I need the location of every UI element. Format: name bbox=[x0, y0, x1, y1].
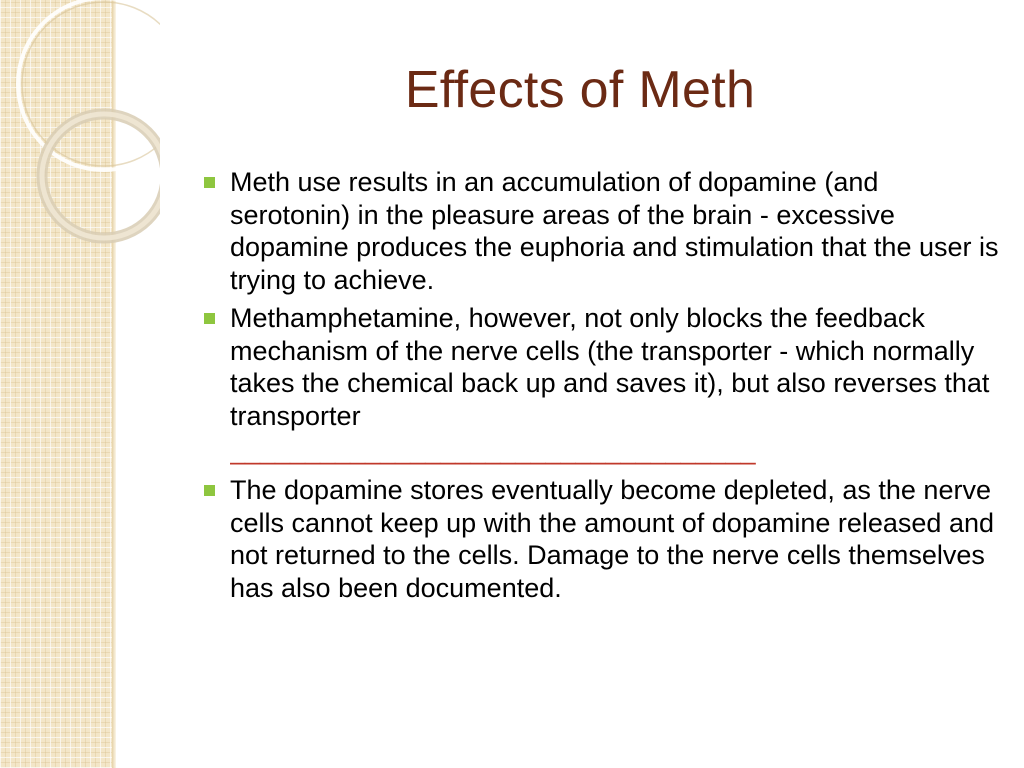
square-bullet-icon bbox=[204, 313, 215, 324]
large-ring bbox=[18, 0, 160, 170]
large-ring-shadow bbox=[22, 2, 160, 166]
bullet-text: The dopamine stores eventually become depleted, as the nerve cells cannot keep up with the amount of dopamine released and not returned to the cells. Damage to the nerve cells themselves has also been documented. bbox=[230, 475, 995, 603]
bullet-item bbox=[204, 166, 1004, 296]
slide-title: Effects of Meth bbox=[404, 61, 756, 119]
underline-rule: ___________________________________ bbox=[230, 435, 756, 465]
bullet-text: Meth use results in an accumulation of dopamine (and serotonin) in the pleasure areas of the brain - excessive dopamine produces the euphoria and stimulation that the user is trying to achieve. bbox=[230, 167, 999, 295]
bullet-text: Methamphetamine, however, not only blocks the feedback mechanism of the nerve cells (the transporter - which normally takes the chemical back up and saves it), but also reverses that transporter bbox=[230, 303, 990, 431]
square-bullet-icon bbox=[204, 177, 215, 188]
bullet-item bbox=[204, 474, 1004, 604]
decorative-rings bbox=[0, 0, 160, 260]
bullet-list bbox=[204, 166, 1004, 610]
square-bullet-icon bbox=[204, 485, 215, 496]
bullet-item bbox=[204, 302, 1004, 468]
